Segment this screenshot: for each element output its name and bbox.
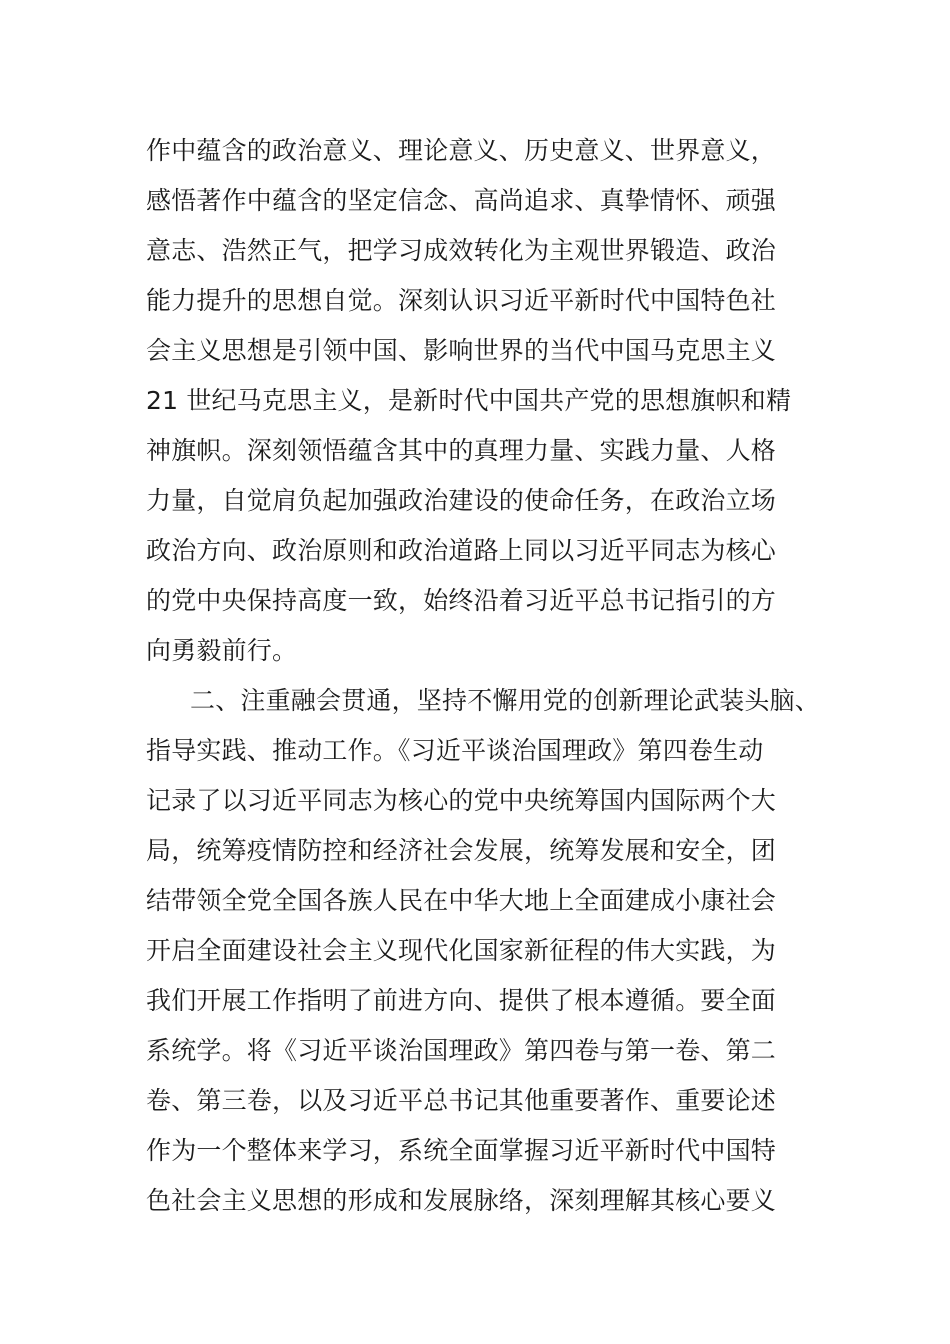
text-line: 作为一个整体来学习，系统全面掌握习近平新时代中国特 [146,1136,777,1165]
text-line: 色社会主义思想的形成和发展脉络，深刻理解其核心要义 [146,1186,777,1215]
text-line: 开启全面建设社会主义现代化国家新征程的伟大实践，为 [146,936,777,965]
text-line: 卷、第三卷，以及习近平总书记其他重要著作、重要论述 [146,1086,777,1115]
text-line: 作中蕴含的政治意义、理论意义、历史意义、世界意义， [146,136,777,165]
text-line: 力量，自觉肩负起加强政治建设的使命任务，在政治立场 [146,486,777,515]
text-line: 向勇毅前行。 [146,636,298,665]
text-line: 意志、浩然正气，把学习成效转化为主观世界锻造、政治 [146,236,777,265]
text-line: 的党中央保持高度一致，始终沿着习近平总书记指引的方 [146,586,777,615]
text-line: 结带领全党全国各族人民在中华大地上全面建成小康社会 [146,886,777,915]
text-line: 21 世纪马克思主义，是新时代中国共产党的思想旗帜和精 [146,386,792,415]
text-line: 系统学。将《习近平谈治国理政》第四卷与第一卷、第二 [146,1036,777,1065]
text-line: 会主义思想是引领中国、影响世界的当代中国马克思主义 [146,336,777,365]
text-line: 我们开展工作指明了前进方向、提供了根本遵循。要全面 [146,986,777,1015]
text-line: 感悟著作中蕴含的坚定信念、高尚追求、真挚情怀、顽强 [146,186,777,215]
section-heading-line: 二、注重融会贯通，坚持不懈用党的创新理论武装头脑、 [190,686,821,715]
text-line: 能力提升的思想自觉。深刻认识习近平新时代中国特色社 [146,286,777,315]
body-text [146,126,846,1226]
text-line: 政治方向、政治原则和政治道路上同以习近平同志为核心 [146,536,777,565]
text-line: 神旗帜。深刻领悟蕴含其中的真理力量、实践力量、人格 [146,436,777,465]
text-line: 局，统筹疫情防控和经济社会发展，统筹发展和安全，团 [146,836,777,865]
text-line: 记录了以习近平同志为核心的党中央统筹国内国际两个大 [146,786,777,815]
text-line: 指导实践、推动工作。《习近平谈治国理政》第四卷生动 [146,736,764,765]
